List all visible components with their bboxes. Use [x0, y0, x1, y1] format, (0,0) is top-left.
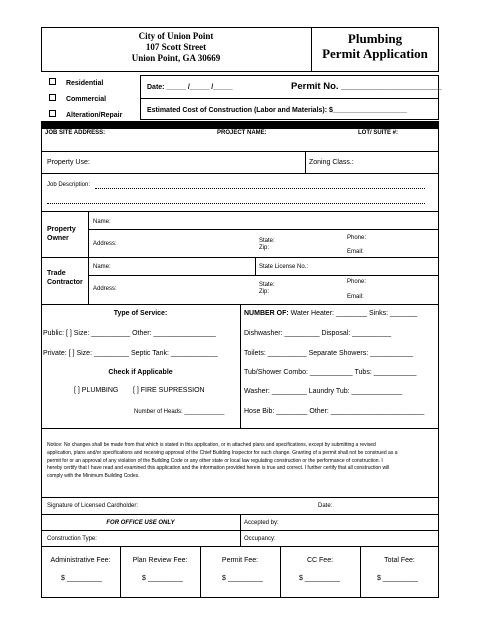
job-description-label[interactable]: Job Description: [47, 182, 91, 188]
contractor-zip-label[interactable]: Zip: [259, 289, 270, 295]
water-heater-sinks-field[interactable]: Water Heater: ________ Sinks: _______ [288, 310, 418, 317]
notice-line-5: comply with the Minimum Building Codes. [47, 473, 140, 480]
property-use-bottom [41, 173, 439, 174]
fire-suppression-checkbox[interactable]: [ ] FIRE SUPRESSION [133, 387, 205, 394]
job-site-address-label: JOB SITE ADDRESS: [45, 130, 106, 136]
owner-name-label[interactable]: Name: [93, 219, 111, 225]
owner-phone-label[interactable]: Phone: [347, 235, 367, 241]
cc-fee-label: CC Fee: [306, 557, 334, 564]
city-street: 107 Scott Street [145, 42, 207, 52]
fee-divider-1 [120, 546, 121, 598]
job-description-line-2 [47, 203, 425, 204]
zoning-class-label[interactable]: Zoning Class.: [309, 159, 354, 166]
fee-divider-4 [360, 546, 361, 598]
owner-address-label[interactable]: Address: [93, 241, 117, 247]
signature-label[interactable]: Signature of Licensed Cardholder: [47, 503, 139, 509]
private-service-field[interactable]: Private: [ ] Size: _________ Septic Tank: ____________ [43, 350, 218, 357]
permit-fee-value[interactable]: $ _________ [222, 575, 263, 582]
commercial-checkbox[interactable] [49, 94, 56, 101]
plan-review-fee-label: Plan Review Fee: [132, 557, 188, 564]
notice-line-3: permit for or an approval of any violation of the Building Code or any other state or local law regulating construction or the performance of construction. I [47, 457, 383, 464]
owner-zip-label[interactable]: Zip: [259, 245, 270, 251]
fee-divider-2 [200, 546, 201, 598]
form-title-line2: Permit Application [322, 46, 428, 61]
form-title-line1: Plumbing [347, 31, 403, 46]
total-fee-value[interactable]: $ _________ [377, 575, 418, 582]
contractor-license-label[interactable]: State License No.: [259, 264, 309, 270]
property-use-label[interactable]: Property Use: [47, 159, 90, 166]
dishwasher-disposal-field[interactable]: Dishwasher: _________ Disposal: __________ [244, 330, 392, 337]
signature-date-label[interactable]: Date: [318, 503, 333, 509]
type-of-service-title: Type of Service: [113, 310, 168, 317]
work-type-residential[interactable] [49, 78, 103, 88]
washer-laundry-field[interactable]: Washer: _________ Laundry Tub: _____________ [244, 388, 403, 395]
office-section-bottom [41, 546, 439, 547]
owner-state-label[interactable]: State: [259, 238, 275, 244]
contractor-title-line2: Contractor [47, 279, 83, 286]
occupancy-label[interactable]: Occupancy: [244, 536, 276, 542]
fixtures-header[interactable] [244, 309, 417, 318]
notice-line-1: Notice: No changes shall be made from that which is stated in this application, or in attached plans and specifications, except by submitting a revised [47, 442, 376, 448]
service-section-bottom [41, 428, 439, 429]
accepted-by-label[interactable]: Accepted by: [244, 520, 279, 526]
service-divider [240, 304, 241, 428]
contractor-title-line1: Trade [47, 270, 66, 277]
owner-email-label[interactable]: Email: [347, 249, 364, 255]
notice-line-2: application, plans and/or specifications and receiving approval of the Chief Building Inspector for such change. Granting of a permit shall not be construed as a [47, 449, 398, 456]
commercial-label: Commercial [65, 96, 107, 103]
property-use-divider [305, 151, 306, 173]
residential-checkbox[interactable] [49, 78, 56, 85]
project-name-label: PROJECT NAME: [217, 130, 267, 136]
office-row-divider [41, 530, 439, 531]
public-service-field[interactable]: Public: [ ] Size: __________ Other: ________________ [43, 330, 216, 337]
job-description-line-1 [95, 188, 425, 189]
site-row-bottom [41, 151, 439, 152]
number-of-heads-field[interactable]: Number of Heads: ____________ [134, 409, 225, 415]
contractor-phone-label[interactable]: Phone: [347, 279, 367, 285]
cc-fee-value[interactable]: $ _________ [299, 575, 340, 582]
contractor-email-label[interactable]: Email: [347, 294, 364, 300]
toilets-showers-field[interactable]: Toilets: __________ Separate Showers: ___________ [244, 350, 413, 357]
construction-type-label[interactable]: Construction Type: [47, 536, 97, 542]
permit-fee-label: Permit Fee: [221, 557, 259, 564]
notice-line-4: hereby certify that I have read and examined this application and the information provided herein is true and correct. I further certify that all construction will [47, 465, 390, 472]
permit-number-field[interactable]: Permit No. ___________________ [291, 81, 442, 92]
date-permit-divider [140, 98, 439, 99]
administrative-fee-value[interactable]: $ _________ [61, 575, 102, 582]
estimated-cost-field[interactable]: Estimated Cost of Construction (Labor and Materials): $___________________ [147, 107, 407, 114]
residential-label: Residential [65, 80, 104, 87]
alteration-label: Alteration/Repair [65, 112, 123, 119]
office-use-title: FOR OFFICE USE ONLY [106, 520, 175, 526]
owner-title-line2: Owner [47, 235, 69, 242]
plumbing-checkbox[interactable]: [ ] PLUMBING [74, 387, 119, 394]
hose-bib-other-field[interactable]: Hose Bib: ________ Other: ________________________ [244, 408, 425, 415]
alteration-checkbox[interactable] [49, 110, 56, 117]
notice-bottom [41, 497, 439, 498]
administrative-fee-label: Administrative Fee: [50, 557, 111, 564]
contractor-address-label[interactable]: Address: [93, 286, 117, 292]
work-type-alteration[interactable] [49, 110, 122, 120]
city-address: Union Point, GA 30669 [131, 53, 221, 63]
notice-text [47, 442, 435, 481]
total-fee-label: Total Fee: [384, 557, 415, 564]
owner-section-bottom [41, 257, 439, 258]
section-separator-bar [41, 121, 439, 128]
contractor-name-bottom [88, 275, 439, 276]
contractor-state-label[interactable]: State: [259, 282, 275, 288]
job-description-bottom [41, 211, 439, 212]
work-type-commercial[interactable] [49, 94, 106, 104]
owner-name-bottom [88, 229, 439, 230]
owner-title-line1: Property [47, 226, 76, 233]
contractor-name-label[interactable]: Name: [93, 264, 111, 270]
plan-review-fee-value[interactable]: $ _________ [142, 575, 183, 582]
date-field[interactable]: Date: _____ /_____ /_____ [147, 84, 233, 91]
city-name: City of Union Point [138, 31, 214, 41]
tub-shower-field[interactable]: Tub/Shower Combo: ___________ Tubs: ___________ [244, 369, 417, 376]
lot-suite-label: LOT/ SUITE #: [358, 130, 399, 136]
contractor-name-divider [255, 257, 256, 275]
number-of-label: NUMBER OF: [244, 310, 289, 317]
fee-divider-3 [280, 546, 281, 598]
check-if-applicable-title: Check if Applicable [108, 369, 173, 376]
